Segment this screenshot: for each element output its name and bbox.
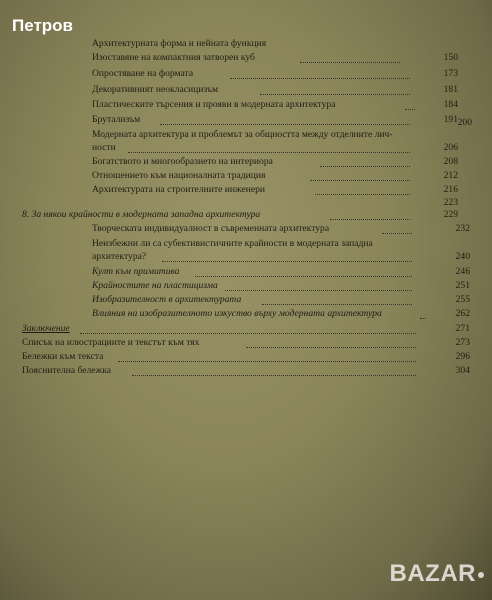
toc-page-number: 229 [443,209,458,220]
toc-entry: Архитектурата на строителните инженери [92,184,266,195]
bazar-logo-watermark [390,560,485,588]
toc-entry: ности [92,142,116,153]
toc-entry: Брутализъм [92,114,141,125]
toc-entry: Отношението към националната традиция [92,170,266,181]
toc-section-entry: Заключение [22,323,70,334]
toc-entry: Богатството и многообразието на интериора [92,156,273,167]
toc-page-number: 273 [455,337,470,348]
toc-entry: Влияния на изобразителното изкуство върху модерната архитектура [92,308,382,319]
toc-entry: архитектура? [92,251,147,262]
toc-page-number: 232 [455,223,470,234]
toc-entry: Култ към примитива [92,266,180,277]
toc-page-number: 223 [443,197,458,208]
toc-entry: Бележки към текста [22,351,104,362]
toc-page-number: 173 [443,68,458,79]
toc-page-number: 206 [443,142,458,153]
toc-page-number: 191 [443,114,458,125]
watermark-text: BAZAR [389,560,476,587]
toc-entry: Пояснителна бележка [22,365,111,376]
toc-entry: Изоставяне на компактния затворен куб [92,52,255,63]
toc-page-number: 181 [443,84,458,95]
toc-entry: Архитектурната форма и нейната функция [92,38,267,49]
toc-entry: Неизбежни ли са субективистичните крайности в модерната западна [92,238,373,249]
toc-page-number: 255 [455,294,470,305]
toc-page-number: 304 [455,365,470,376]
toc-page-number: 262 [455,308,470,319]
seller-name: Петров [12,16,73,35]
toc-page-number: 296 [455,351,470,362]
toc-page-number: 208 [443,156,458,167]
toc-entry: Крайностите на пластицизма [92,280,218,291]
watermark-dot-icon [478,572,484,578]
toc-entry: Списък на илюстрациите и текстът към тях [22,337,200,348]
toc-entry: Модерната архитектура и проблемът за общността между отделните лич- [92,129,393,140]
toc-page-number: 246 [455,266,470,277]
toc-entry: Изобразителност в архитектурата [92,294,242,305]
toc-entry: Пластическите търсения и прояви в модерната архитектура [92,99,336,110]
toc-page-number: 240 [455,251,470,262]
toc-page-number: 150 [443,52,458,63]
toc-page-number: 251 [455,280,470,291]
toc-page-number: 212 [443,170,458,181]
toc-page-number: 184 [443,99,458,110]
toc-entry: Декоративният неокласицизъм [92,84,219,95]
toc-entry: Опростяване на формата [92,68,194,79]
toc-page-number: 271 [455,323,470,334]
toc-page-number: 200 [457,117,472,128]
toc-entry: Творческата индивидуалност в съвременната архитектура [92,223,330,234]
toc-chapter-entry: 8. За някои крайности в модерната западна архитектура [22,209,261,220]
toc-page-number: 216 [443,184,458,195]
